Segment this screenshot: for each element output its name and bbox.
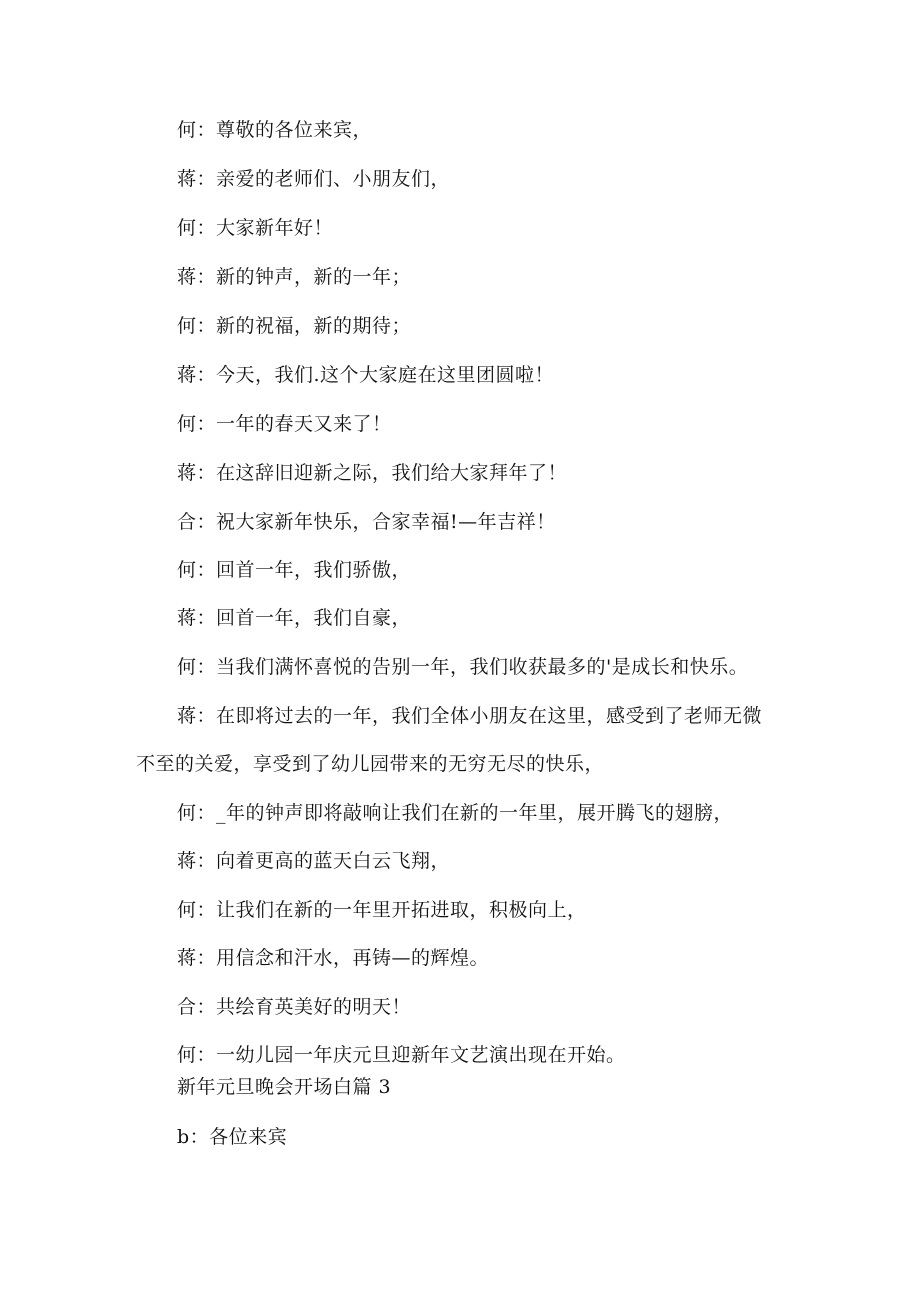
dialogue-line: 何：让我们在新的一年里开拓进取，积极向上， [177, 899, 587, 921]
dialogue-line: 蒋：新的钟声，新的一年； [177, 266, 412, 288]
dialogue-line: 蒋：用信念和汗水，再铸—的辉煌。 [177, 947, 490, 969]
dialogue-line: 何：当我们满怀喜悦的告别一年，我们收获最多的'是成长和快乐。 [177, 656, 749, 678]
dialogue-line-continued: 不至的关爱，享受到了幼儿园带来的无穷无尽的快乐， [136, 753, 605, 775]
section-title: 新年元旦晚会开场白篇 3 [177, 1076, 392, 1098]
dialogue-line: 何：回首一年，我们骄傲， [177, 559, 412, 581]
dialogue-line: 蒋：在这辞旧迎新之际，我们给大家拜年了！ [177, 462, 568, 484]
dialogue-line: 合：共绘育英美好的明天！ [177, 996, 412, 1018]
dialogue-line: 蒋：向着更高的蓝天白云飞翔， [177, 850, 451, 872]
dialogue-line: 何：大家新年好！ [177, 217, 334, 239]
dialogue-line: 何：一年的春天又来了！ [177, 413, 392, 435]
dialogue-line: 蒋：回首一年，我们自豪， [177, 607, 412, 629]
dialogue-line: 何：新的祝福，新的期待； [177, 315, 412, 337]
dialogue-line: 合：祝大家新年快乐，合家幸福!—年吉祥！ [177, 511, 556, 533]
dialogue-line: 何：尊敬的各位来宾， [177, 119, 373, 141]
dialogue-line: 何：_年的钟声即将敲响让我们在新的一年里，展开腾飞的翅膀， [177, 802, 734, 824]
dialogue-line: 蒋：亲爱的老师们、小朋友们， [177, 168, 451, 190]
dialogue-line: 何：一幼儿园一年庆元旦迎新年文艺演出现在开始。 [177, 1044, 626, 1066]
dialogue-line: 蒋：在即将过去的一年，我们全体小朋友在这里，感受到了老师无微 [177, 705, 763, 727]
dialogue-line: 蒋：今天，我们.这个大家庭在这里团圆啦！ [177, 364, 555, 386]
dialogue-line: b：各位来宾 [177, 1126, 288, 1148]
